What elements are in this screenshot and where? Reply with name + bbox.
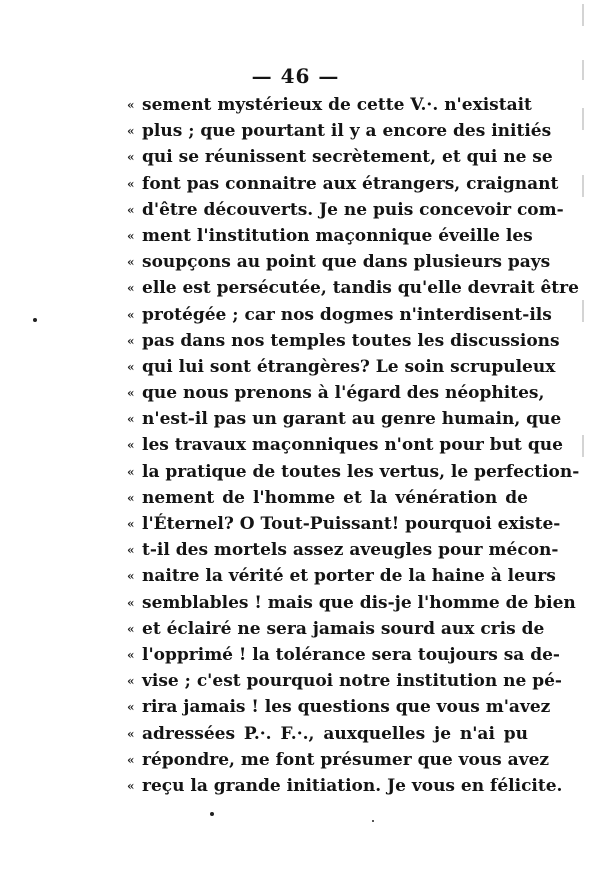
line-text: elle est persécutée, tandis qu'elle devrait être bbox=[142, 278, 579, 299]
quote-mark: « bbox=[127, 674, 135, 689]
text-line bbox=[127, 302, 552, 328]
text-line bbox=[127, 406, 562, 432]
line-text: la pratique de toutes les vertus, le perfection- bbox=[142, 461, 580, 482]
quote-mark: « bbox=[127, 412, 135, 427]
text-line bbox=[127, 92, 532, 118]
right-edge-mark-top bbox=[582, 4, 584, 26]
line-text: sement mystérieux de cette V.·. n'existait bbox=[142, 95, 532, 115]
text-line bbox=[127, 328, 560, 354]
line-text: reçu la grande initiation. Je vous en félicite. bbox=[142, 775, 563, 796]
text-line bbox=[127, 459, 580, 485]
text-line bbox=[127, 144, 553, 170]
quote-mark: « bbox=[127, 359, 135, 374]
line-text: t-il des mortels assez aveugles pour mécon- bbox=[142, 540, 559, 561]
quote-mark: « bbox=[127, 281, 135, 296]
line-text: nement de l'homme et la vénération de bbox=[142, 487, 528, 508]
quote-mark: « bbox=[127, 778, 135, 793]
line-text: protégée ; car nos dogmes n'interdisent-ils bbox=[142, 304, 552, 325]
quote-mark: « bbox=[127, 438, 135, 453]
line-text: soupçons au point que dans plusieurs pays bbox=[142, 252, 551, 273]
line-text: l'Éternel? O Tout-Puissant! pourquoi existe- bbox=[142, 514, 561, 534]
text-line bbox=[127, 590, 576, 616]
quote-mark: « bbox=[127, 333, 135, 348]
line-text: rira jamais ! les questions que vous m'avez bbox=[142, 697, 551, 718]
text-line bbox=[127, 537, 559, 563]
text-line bbox=[127, 485, 528, 511]
body-text bbox=[127, 92, 580, 799]
quote-mark: « bbox=[127, 150, 135, 165]
line-text: vise ; c'est pourquoi notre institution ne pé- bbox=[142, 671, 562, 692]
quote-mark: « bbox=[127, 98, 135, 112]
text-line bbox=[127, 197, 564, 223]
quote-mark: « bbox=[127, 202, 135, 217]
quote-mark: « bbox=[127, 700, 135, 715]
text-line bbox=[127, 275, 579, 301]
line-text: font pas connaitre aux étrangers, craignant bbox=[142, 173, 559, 194]
right-edge-mark-2 bbox=[582, 108, 584, 130]
line-text: répondre, me font présumer que vous avez bbox=[142, 749, 550, 770]
line-text: et éclairé ne sera jamais sourd aux cris de bbox=[142, 618, 545, 639]
bottom-speck bbox=[372, 820, 374, 822]
line-text: semblables ! mais que dis-je l'homme de bien bbox=[142, 592, 576, 613]
quote-mark: « bbox=[127, 386, 135, 401]
text-line bbox=[127, 118, 552, 144]
right-edge-mark-4 bbox=[582, 300, 584, 322]
text-line bbox=[127, 432, 563, 458]
text-line bbox=[127, 747, 550, 773]
quote-mark: « bbox=[127, 621, 135, 636]
right-edge-mark-3 bbox=[582, 175, 584, 197]
text-line bbox=[127, 721, 528, 747]
text-line bbox=[127, 563, 556, 589]
quote-mark: « bbox=[127, 176, 135, 191]
quote-mark: « bbox=[127, 490, 135, 505]
quote-mark: « bbox=[127, 124, 135, 139]
quote-mark: « bbox=[127, 517, 135, 531]
line-text: d'être découverts. Je ne puis concevoir com- bbox=[142, 199, 564, 220]
line-text: adressées P.·. F.·., auxquelles je n'ai pu bbox=[142, 723, 528, 744]
line-text: n'est-il pas un garant au genre humain, que bbox=[142, 409, 562, 430]
quote-mark: « bbox=[127, 228, 135, 243]
quote-mark: « bbox=[127, 726, 135, 741]
line-text: l'opprimé ! la tolérance sera toujours sa de- bbox=[142, 644, 560, 665]
page-number: — 46 — bbox=[251, 64, 340, 88]
text-line bbox=[127, 354, 556, 380]
text-line bbox=[127, 642, 560, 668]
quote-mark: « bbox=[127, 464, 135, 479]
text-line bbox=[127, 773, 563, 799]
quote-mark: « bbox=[127, 752, 135, 767]
text-line bbox=[127, 380, 545, 406]
text-line bbox=[127, 616, 545, 642]
quote-mark: « bbox=[127, 255, 135, 270]
line-text: naitre la vérité et porter de la haine à leurs bbox=[142, 566, 556, 587]
left-margin-dot bbox=[33, 318, 37, 322]
line-text: ment l'institution maçonnique éveille les bbox=[142, 225, 533, 246]
text-line bbox=[127, 223, 533, 249]
text-line bbox=[127, 668, 562, 694]
line-text: qui se réunissent secrètement, et qui ne se bbox=[142, 147, 553, 168]
text-line bbox=[127, 249, 551, 275]
line-text: que nous prenons à l'égard des néophites, bbox=[142, 383, 545, 404]
line-text: plus ; que pourtant il y a encore des initiés bbox=[142, 121, 552, 142]
quote-mark: « bbox=[127, 543, 135, 558]
quote-mark: « bbox=[127, 595, 135, 610]
line-text: pas dans nos temples toutes les discussions bbox=[142, 330, 560, 351]
quote-mark: « bbox=[127, 307, 135, 322]
quote-mark: « bbox=[127, 569, 135, 584]
text-line bbox=[127, 694, 551, 720]
bottom-dot bbox=[210, 812, 214, 816]
text-line bbox=[127, 511, 561, 537]
quote-mark: « bbox=[127, 647, 135, 662]
text-line bbox=[127, 171, 559, 197]
line-text: qui lui sont étrangères? Le soin scrupuleux bbox=[142, 356, 556, 377]
line-text: les travaux maçonniques n'ont pour but que bbox=[142, 435, 563, 456]
right-edge-mark-5 bbox=[582, 435, 584, 457]
